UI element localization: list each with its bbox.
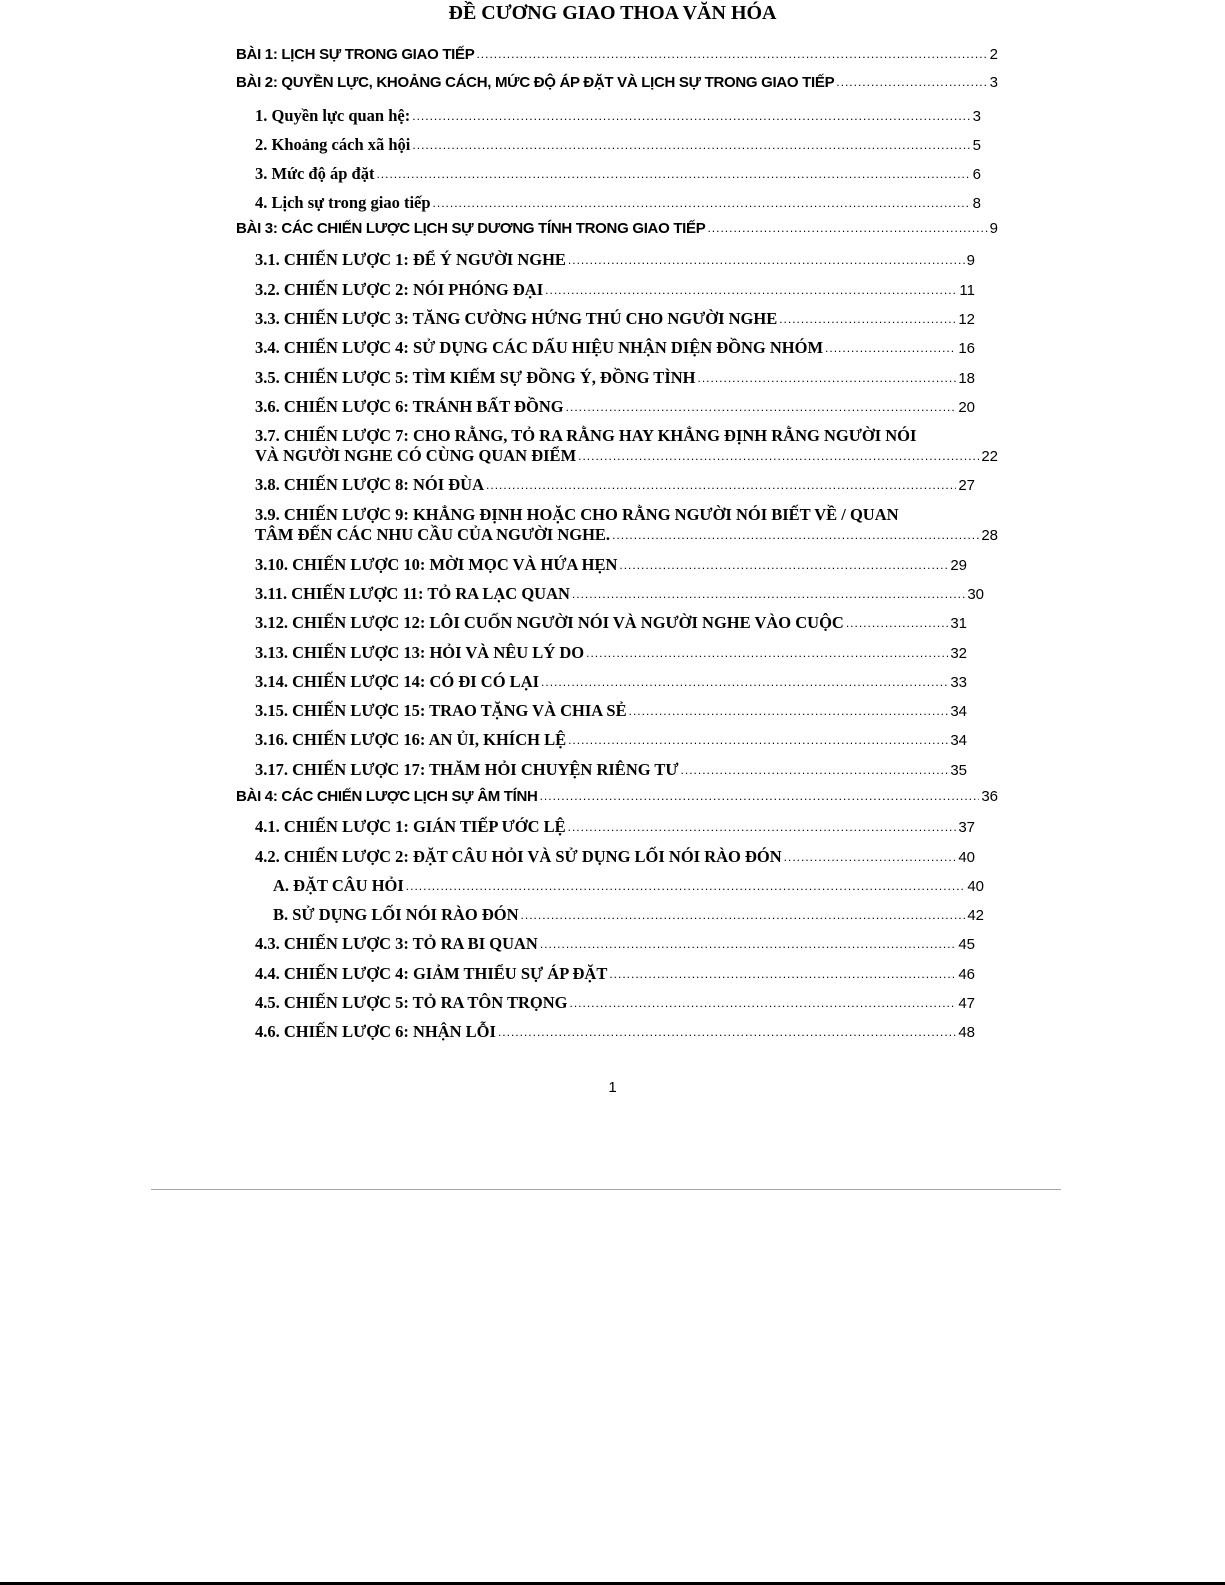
toc-entry-page: 30 — [967, 586, 984, 603]
document-title: ĐỀ CƯƠNG GIAO THOA VĂN HÓA — [448, 2, 777, 24]
toc-entry-page: 31 — [950, 615, 967, 632]
toc-entry-text-continued: TÂM ĐẾN CÁC NHU CẦU CỦA NGƯỜI NGHE. — [255, 525, 611, 544]
toc-entry[interactable] — [255, 250, 975, 270]
toc-entry-page: 11 — [959, 282, 975, 299]
toc-entry-page: 3 — [989, 74, 998, 91]
toc-entry[interactable] — [255, 164, 981, 184]
dot-leader — [540, 789, 980, 803]
toc-entry-text: BÀI 4: CÁC CHIẾN LƯỢC LỊCH SỰ ÂM TÍNH — [236, 788, 538, 805]
toc-entry-text: 3.14. CHIẾN LƯỢC 14: CÓ ĐI CÓ LẠI — [255, 672, 540, 691]
dot-leader — [578, 449, 979, 463]
toc-entry-text: 4.5. CHIẾN LƯỢC 5: TỎ RA TÔN TRỌNG — [255, 993, 568, 1012]
toc-entry-text: 3.6. CHIẾN LƯỢC 6: TRÁNH BẤT ĐỒNG — [255, 397, 564, 416]
dot-leader — [541, 675, 948, 689]
toc-entry-page: 42 — [967, 907, 984, 924]
toc-entry-text: 4.3. CHIẾN LƯỢC 3: TỎ RA BI QUAN — [255, 934, 538, 953]
toc-entry[interactable] — [255, 817, 975, 837]
dot-leader — [619, 558, 948, 572]
toc-entry[interactable] — [236, 46, 998, 64]
dot-leader — [568, 253, 965, 267]
toc-entry-text: 2. Khoảng cách xã hội — [255, 135, 411, 154]
toc-entry-text: 3.7. CHIẾN LƯỢC 7: CHO RẰNG, TỎ RA RẰNG HAY KHẲNG ĐỊNH RẰNG NGƯỜI NÓI — [255, 426, 917, 445]
dot-leader — [707, 221, 987, 235]
toc-entry-page: 35 — [950, 762, 967, 779]
page-separator — [151, 1189, 1061, 1190]
toc-entry-page: 37 — [958, 819, 975, 836]
dot-leader — [698, 371, 957, 385]
toc-entry[interactable] — [236, 220, 998, 238]
toc-entry[interactable] — [255, 847, 975, 867]
toc-entry-page: 33 — [950, 674, 967, 691]
toc-entry[interactable] — [255, 934, 975, 954]
dot-leader — [545, 283, 957, 297]
toc-entry[interactable] — [255, 672, 967, 692]
toc-entry-page: 34 — [950, 703, 967, 720]
toc-entry[interactable] — [255, 993, 975, 1013]
toc-entry[interactable] — [255, 964, 975, 984]
toc-entry-text: 3.2. CHIẾN LƯỢC 2: NÓI PHÓNG ĐẠI — [255, 280, 544, 299]
toc-entry-text-continued: VÀ NGƯỜI NGHE CÓ CÙNG QUAN ĐIỂM — [255, 446, 577, 465]
toc-entry[interactable] — [255, 1022, 975, 1042]
toc-entry-text: 3.9. CHIẾN LƯỢC 9: KHẲNG ĐỊNH HOẶC CHO RẰNG NGƯỜI NÓI BIẾT VỀ / QUAN — [255, 505, 899, 524]
toc-entry-page: 48 — [958, 1024, 975, 1041]
dot-leader — [629, 704, 949, 718]
dot-leader — [612, 528, 979, 542]
dot-leader — [566, 400, 957, 414]
toc-entry[interactable] — [236, 74, 998, 92]
toc-entry-text: A. ĐẶT CÂU HỎI — [273, 876, 404, 895]
dot-leader — [376, 167, 970, 181]
dot-leader — [521, 908, 966, 922]
toc-entry-text: 3. Mức độ áp đặt — [255, 164, 375, 183]
dot-leader — [406, 879, 966, 893]
toc-entry-page: 8 — [972, 195, 981, 212]
toc-entry-text: 3.13. CHIẾN LƯỢC 13: HỎI VÀ NÊU LÝ DO — [255, 643, 585, 662]
toc-entry-text: 4. Lịch sự trong giao tiếp — [255, 193, 431, 212]
toc-entry-text: 4.1. CHIẾN LƯỢC 1: GIÁN TIẾP ƯỚC LỆ — [255, 817, 566, 836]
toc-entry-text: 3.10. CHIẾN LƯỢC 10: MỜI MỌC VÀ HỨA HẸN — [255, 555, 618, 574]
toc-entry-page: 29 — [950, 557, 967, 574]
toc-entry[interactable] — [255, 555, 967, 575]
toc-entry-page: 16 — [958, 340, 975, 357]
toc-entry-text: 4.4. CHIẾN LƯỢC 4: GIẢM THIỂU SỰ ÁP ĐẶT — [255, 964, 608, 983]
toc-entry[interactable] — [255, 613, 967, 633]
toc-entry-page: 27 — [958, 477, 975, 494]
toc-entry-page: 20 — [958, 399, 975, 416]
toc-entry-page: 5 — [972, 137, 981, 154]
toc-entry[interactable] — [255, 106, 981, 126]
toc-entry[interactable] — [255, 309, 975, 329]
toc-entry-page: 3 — [972, 108, 981, 125]
toc-entry-text: 4.6. CHIẾN LƯỢC 6: NHẬN LỖI — [255, 1022, 496, 1041]
dot-leader — [681, 763, 949, 777]
dot-leader — [609, 967, 956, 981]
toc-entry-text: B. SỬ DỤNG LỐI NÓI RÀO ĐÓN — [273, 905, 519, 924]
toc-entry-text: 1. Quyền lực quan hệ: — [255, 106, 411, 125]
toc-entry[interactable] — [255, 505, 998, 545]
toc-entry[interactable] — [255, 730, 967, 750]
toc-entry-page: 12 — [958, 311, 975, 328]
toc-entry-text: 3.16. CHIẾN LƯỢC 16: AN ỦI, KHÍCH LỆ — [255, 730, 567, 749]
toc-entry-text: BÀI 3: CÁC CHIẾN LƯỢC LỊCH SỰ DƯƠNG TÍNH TRONG GIAO TIẾP — [236, 220, 706, 237]
toc-entry-text: BÀI 1: LỊCH SỰ TRONG GIAO TIẾP — [236, 46, 475, 63]
toc-entry[interactable] — [255, 584, 984, 604]
toc-entry-page: 2 — [989, 46, 998, 63]
toc-entry[interactable] — [255, 475, 975, 495]
toc-entry-text: 3.12. CHIẾN LƯỢC 12: LÔI CUỐN NGƯỜI NÓI VÀ NGƯỜI NGHE VÀO CUỘC — [255, 613, 844, 632]
toc-entry[interactable] — [236, 788, 998, 806]
toc-entry-text: 3.15. CHIẾN LƯỢC 15: TRAO TẶNG VÀ CHIA SẺ — [255, 701, 627, 720]
toc-entry-page: 45 — [958, 936, 975, 953]
toc-entry[interactable] — [273, 905, 984, 925]
dot-leader — [836, 75, 987, 89]
toc-entry[interactable] — [255, 135, 981, 155]
toc-entry[interactable] — [255, 760, 967, 780]
toc-entry-text: 3.4. CHIẾN LƯỢC 4: SỬ DỤNG CÁC DẤU HIỆU NHẬN DIỆN ĐỒNG NHÓM — [255, 338, 824, 357]
toc-entry-page: 34 — [950, 732, 967, 749]
toc-entry-page: 28 — [981, 527, 998, 544]
dot-leader — [498, 1025, 956, 1039]
dot-leader — [784, 850, 957, 864]
toc-entry-page: 46 — [958, 966, 975, 983]
toc-entry[interactable] — [255, 397, 975, 417]
toc-entry-text: 3.11. CHIẾN LƯỢC 11: TỎ RA LẠC QUAN — [255, 584, 570, 603]
toc-entry-text: 3.17. CHIẾN LƯỢC 17: THĂM HỎI CHUYỆN RIÊNG TƯ — [255, 760, 679, 779]
toc-entry-page: 36 — [981, 788, 998, 805]
dot-leader — [568, 733, 948, 747]
toc-entry-text: BÀI 2: QUYỀN LỰC, KHOẢNG CÁCH, MỨC ĐỘ ÁP ĐẶT VÀ LỊCH SỰ TRONG GIAO TIẾP — [236, 74, 835, 91]
toc-entry[interactable] — [255, 193, 981, 213]
dot-leader — [433, 196, 971, 210]
dot-leader — [568, 820, 957, 834]
toc-entry-text: 3.3. CHIẾN LƯỢC 3: TĂNG CƯỜNG HỨNG THÚ CHO NGƯỜI NGHE — [255, 309, 778, 328]
toc-entry[interactable] — [255, 338, 975, 358]
dot-leader — [572, 587, 965, 601]
toc-entry[interactable] — [255, 368, 975, 388]
toc-entry-page: 6 — [972, 166, 981, 183]
page-number: 1 — [608, 1079, 617, 1096]
toc-entry-text: 3.1. CHIẾN LƯỢC 1: ĐỂ Ý NGƯỜI NGHE — [255, 250, 566, 269]
toc-entry-page: 18 — [958, 370, 975, 387]
dot-leader — [412, 109, 970, 123]
dot-leader — [825, 341, 956, 355]
toc-entry[interactable] — [255, 280, 975, 300]
toc-entry-page: 9 — [989, 220, 998, 237]
toc-entry[interactable] — [255, 426, 998, 466]
dot-leader — [569, 996, 956, 1010]
toc-entry-page: 22 — [981, 448, 998, 465]
dot-leader — [586, 646, 948, 660]
toc-entry-page: 40 — [967, 878, 984, 895]
dot-leader — [412, 138, 970, 152]
toc-entry-page: 47 — [958, 995, 975, 1012]
toc-entry-text: 3.8. CHIẾN LƯỢC 8: NÓI ĐÙA — [255, 475, 485, 494]
toc-entry-page: 9 — [966, 252, 975, 269]
dot-leader — [779, 312, 956, 326]
dot-leader — [476, 47, 987, 61]
dot-leader — [846, 616, 948, 630]
toc-entry-page: 32 — [950, 645, 967, 662]
toc-entry-text: 3.5. CHIẾN LƯỢC 5: TÌM KIẾM SỰ ĐỒNG Ý, ĐỒNG TÌNH — [255, 368, 696, 387]
toc-entry[interactable] — [255, 701, 967, 721]
toc-entry-page: 40 — [958, 849, 975, 866]
toc-entry[interactable] — [255, 643, 967, 663]
dot-leader — [540, 937, 956, 951]
dot-leader — [486, 478, 956, 492]
toc-entry[interactable] — [273, 876, 984, 896]
toc-entry-text: 4.2. CHIẾN LƯỢC 2: ĐẶT CÂU HỎI VÀ SỬ DỤNG LỐI NÓI RÀO ĐÓN — [255, 847, 782, 866]
